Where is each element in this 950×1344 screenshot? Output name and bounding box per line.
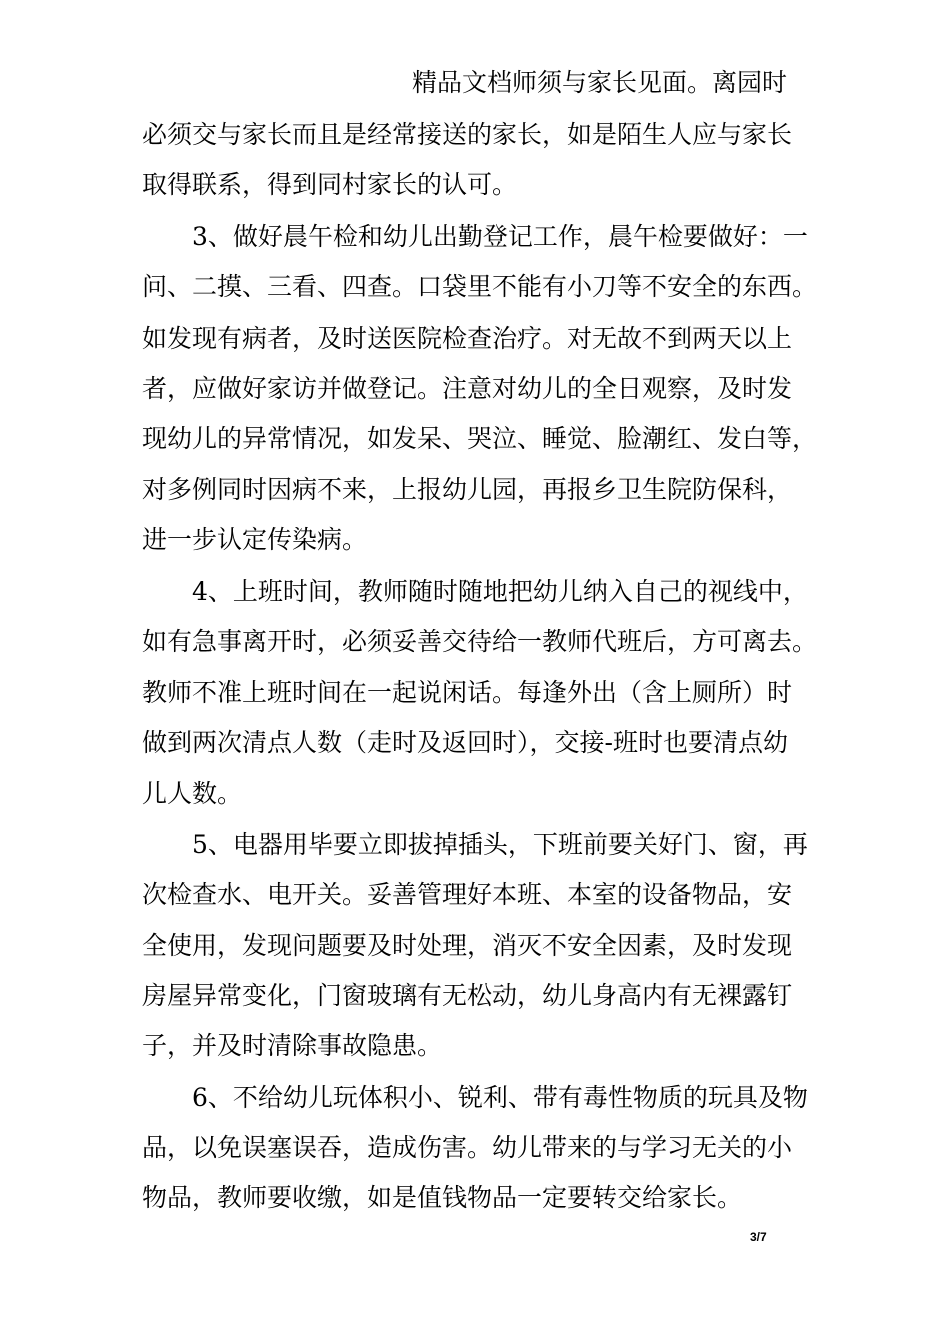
body-line: 子，并及时清除事故隐患。 [142, 1031, 443, 1060]
body-line: 问、二摸、三看、四查。口袋里不能有小刀等不安全的东西。 [142, 272, 818, 301]
body-line: 进一步认定传染病。 [142, 525, 368, 554]
body-line: 物品，教师要收缴，如是值钱物品一定要转交给家长。 [142, 1183, 743, 1212]
body-line: 房屋异常变化，门窗玻璃有无松动，幼儿身高内有无裸露钉 [142, 981, 793, 1010]
body-line: 教师不准上班时间在一起说闲话。每逢外出（含上厕所）时 [142, 678, 793, 707]
body-line: 全使用，发现问题要及时处理，消灭不安全因素，及时发现 [142, 931, 793, 960]
body-line: 必须交与家长而且是经常接送的家长，如是陌生人应与家长 [142, 120, 793, 149]
page-number: 3/7 [750, 1230, 767, 1244]
running-header-line: 精品文档师须与家长见面。离园时 [412, 68, 788, 97]
body-line: 品，以免误塞误吞，造成伤害。幼儿带来的与学习无关的小 [142, 1133, 793, 1162]
body-line: 者，应做好家访并做登记。注意对幼儿的全日观察，及时发 [142, 374, 793, 403]
paragraph-4-first-line: 4、上班时间，教师随时随地把幼儿纳入自己的视线中， [192, 577, 808, 606]
body-line: 取得联系，得到同村家长的认可。 [142, 170, 518, 199]
body-line: 次检查水、电开关。妥善管理好本班、本室的设备物品，安 [142, 880, 793, 909]
paragraph-5-first-line: 5、电器用毕要立即拔掉插头，下班前要关好门、窗，再 [192, 830, 808, 859]
body-line: 如有急事离开时，必须妥善交待给一教师代班后，方可离去。 [142, 627, 818, 656]
body-line: 现幼儿的异常情况，如发呆、哭泣、睡觉、脸潮红、发白等， [142, 424, 818, 453]
body-line: 如发现有病者，及时送医院检查治疗。对无故不到两天以上 [142, 324, 793, 353]
paragraph-3-first-line: 3、做好晨午检和幼儿出勤登记工作，晨午检要做好：一 [192, 222, 808, 251]
body-line: 做到两次清点人数（走时及返回时），交接-班时也要清点幼 [142, 728, 788, 757]
paragraph-6-first-line: 6、不给幼儿玩体积小、锐利、带有毒性物质的玩具及物 [192, 1083, 808, 1112]
body-line: 儿人数。 [142, 779, 243, 808]
body-line: 对多例同时因病不来，上报幼儿园，再报乡卫生院防保科， [142, 475, 793, 504]
